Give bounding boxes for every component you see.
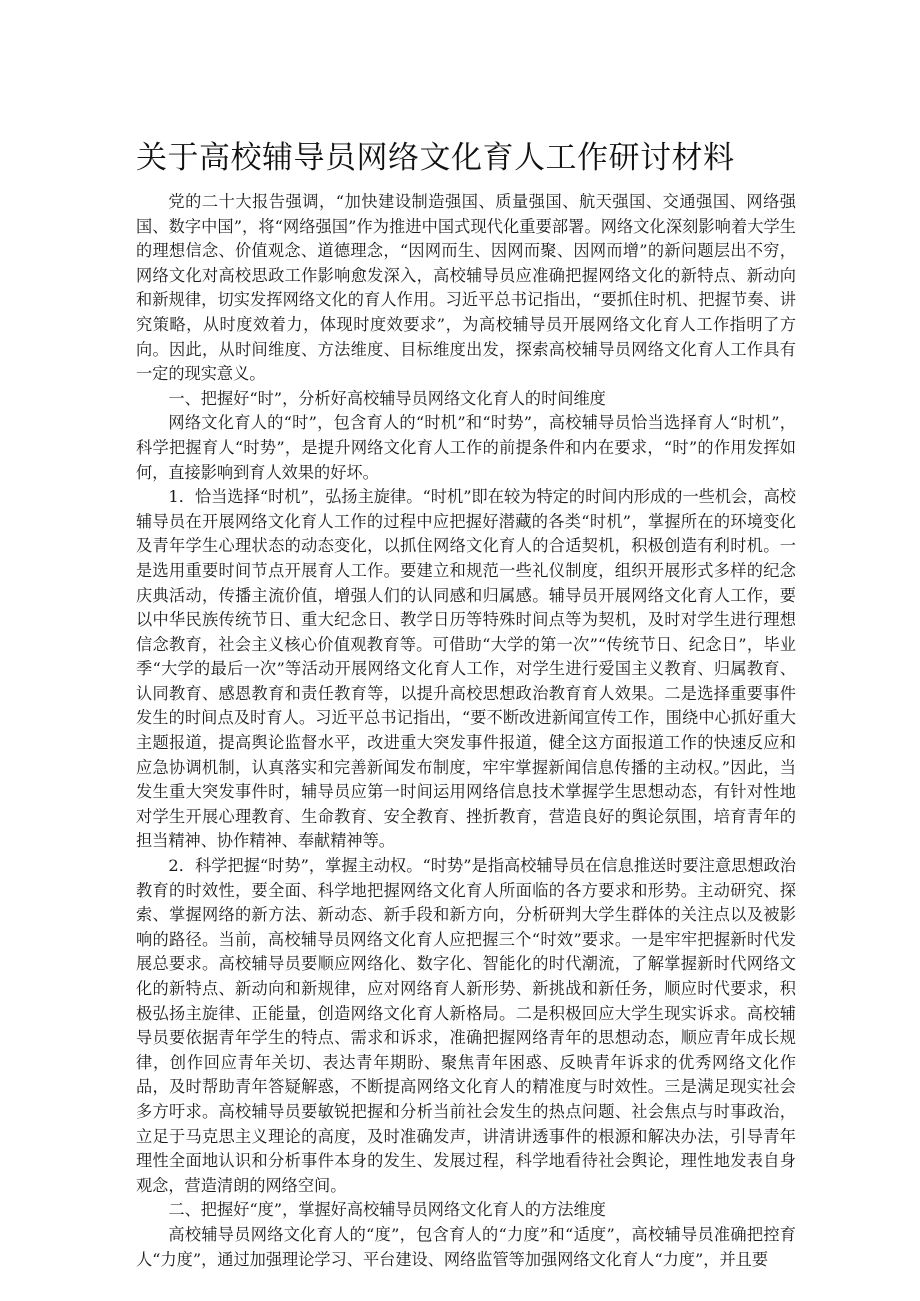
section-heading-degree: 二、把握好“度”，掌握好高校辅导员网络文化育人的方法维度 — [168, 1200, 606, 1220]
paragraph-degree-overview: 高校辅导员网络文化育人的“度”，包含育人的“力度”和“适度”，高校辅导员准确把控育人“力度”，通过加强理论学习、平台建设、网络监管等加强网络文化育人“力度”，并且要 — [136, 1224, 796, 1269]
document-body — [136, 190, 796, 1272]
intro-paragraph: 党的二十大报告强调，“加快建设制造强国、质量强国、航天强国、交通强国、网络强国、数字中国”，将“网络强国”作为推进中国式现代化重要部署。网络文化深刻影响着大学生的理想信念、价值观念、道德理念，“因网而生、因网而聚、因网而增”的新问题层出不穷，网络文化对高校思政工作影响愈发深入，高校辅导员应准确把握网络文化的新特点、新动向和新规律，切实发挥网络文化的育人作用。习近平总书记指出，“要抓住时机、把握节奏、讲究策略，从时度效着力，体现时度效要求”，为高校辅导员开展网络文化育人工作指明了方向。因此，从时间维度、方法维度、目标维度出发，探索高校辅导员网络文化育人工作具有一定的现实意义。 — [136, 192, 796, 384]
paragraph-trend: 2．科学把握“时势”，掌握主动权。“时势”是指高校辅导员在信息推送时要注意思想政治教育的时效性，要全面、科学地把握网络文化育人所面临的各方要求和形势。主动研究、探索、掌握网络的新方法、新动态、新手段和新方向，分析研判大学生群体的关注点以及被影响的路径。当前，高校辅导员网络文化育人应把握三个“时效”要求。一是牢牢把握新时代发展总要求。高校辅导员要顺应网络化、数字化、智能化的时代潮流，了解掌握新时代网络文化的新特点、新动向和新规律，应对网络育人新形势、新挑战和新任务，顺应时代要求，积极弘扬主旋律、正能量，创造网络文化育人新格局。二是积极回应大学生现实诉求。高校辅导员要依据青年学生的特点、需求和诉求，准确把握网络青年的思想动态，顺应青年成长规律，创作回应青年关切、表达青年期盼、聚焦青年困惑、反映青年诉求的优秀网络文化作品，及时帮助青年答疑解惑，不断提高网络文化育人的精准度与时效性。三是满足现实社会多方吁求。高校辅导员要敏锐把握和分析当前社会发生的热点问题、社会焦点与时事政治，立足于马克思主义理论的高度，及时准确发声，讲清讲透事件的根源和解决办法，引导青年理性全面地认识和分析事件本身的发生、发展过程，科学地看待社会舆论，理性地发表自身观念，营造清朗的网络空间。 — [136, 856, 796, 1195]
section-heading-time: 一、把握好“时”，分析好高校辅导员网络文化育人的时间维度 — [168, 388, 606, 408]
paragraph-time-overview: 网络文化育人的“时”，包含育人的“时机”和“时势”，高校辅导员恰当选择育人“时机”，科学把握育人“时势”，是提升网络文化育人工作的前提条件和内在要求，“时”的作用发挥如何，直接影响到育人效果的好坏。 — [136, 413, 796, 482]
document-title: 关于高校辅导员网络文化育人工作研讨材料 — [136, 140, 735, 176]
paragraph-timing: 1．恰当选择“时机”，弘扬主旋律。“时机”即在较为特定的时间内形成的一些机会，高校辅导员在开展网络文化育人工作的过程中应把握好潜藏的各类“时机”，掌握所在的环境变化及青年学生心理状态的动态变化，以抓住网络文化育人的合适契机，积极创造有利时机。一是选用重要时间节点开展育人工作。要建立和规范一些礼仪制度，组织开展形式多样的纪念庆典活动，传播主流价值，增强人们的认同感和归属感。辅导员开展网络文化育人工作，要以中华民族传统节日、重大纪念日、教学日历等特殊时间点等为契机，及时对学生进行理想信念教育，社会主义核心价值观教育等。可借助“大学的第一次”“传统节日、纪念日”，毕业季“大学的最后一次”等活动开展网络文化育人工作，对学生进行爱国主义教育、归属教育、认同教育、感恩教育和责任教育等，以提升高校思想政治教育育人效果。二是选择重要事件发生的时间点及时育人。习近平总书记指出，“要不断改进新闻宣传工作，围绕中心抓好重大主题报道，提高舆论监督水平，改进重大突发事件报道，健全这方面报道工作的快速反应和应急协调机制，认真落实和完善新闻发布制度，牢牢掌握新闻信息传播的主动权。”因此，当发生重大突发事件时，辅导员应第一时间运用网络信息技术掌握学生思想动态，有针对性地对学生开展心理教育、生命教育、安全教育、挫折教育，营造良好的舆论氛围，培育青年的担当精神、协作精神、奉献精神等。 — [136, 487, 796, 851]
